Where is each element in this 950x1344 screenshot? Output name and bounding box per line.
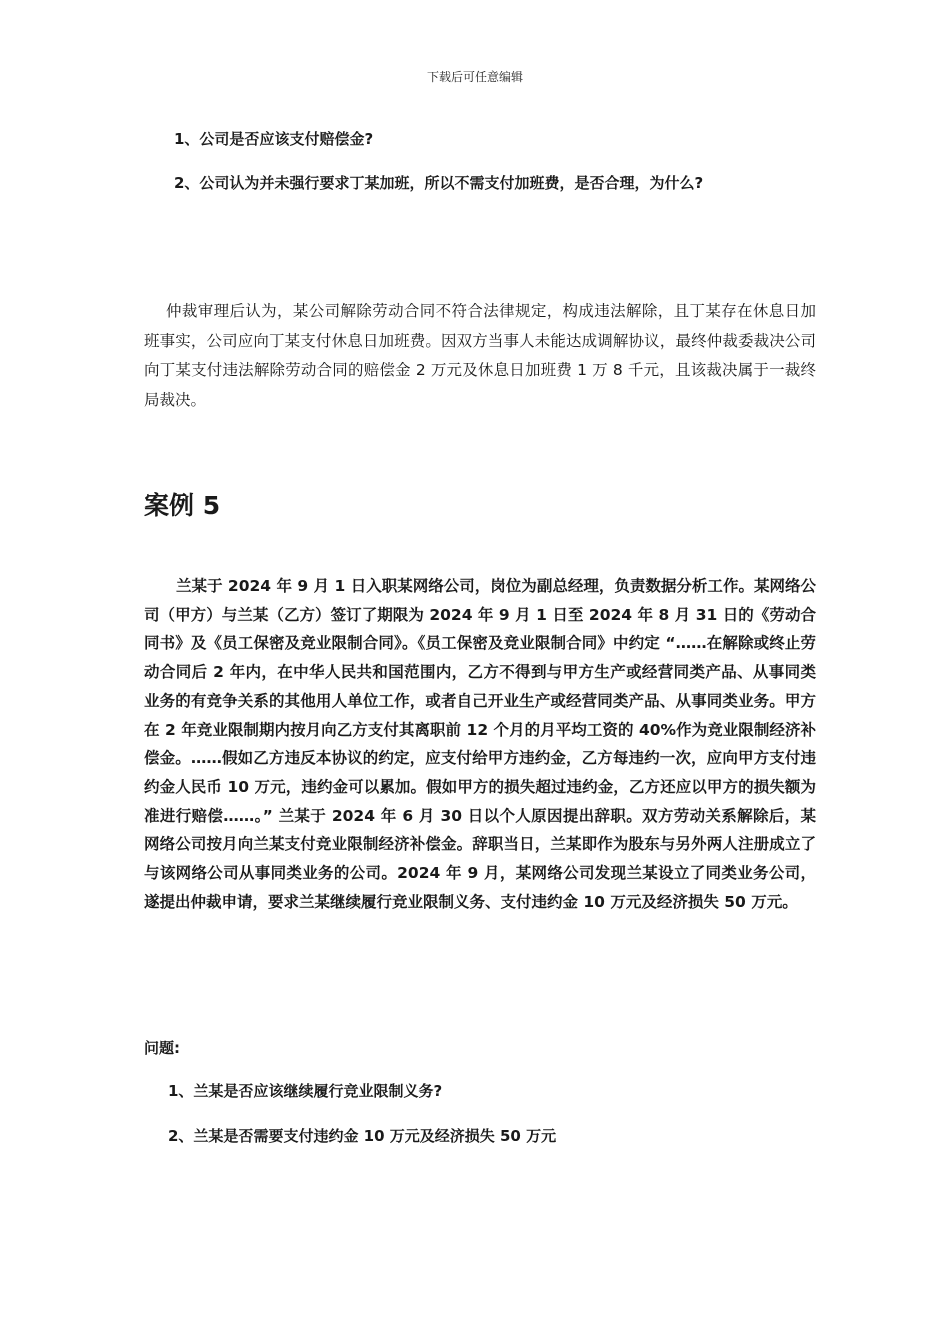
prev-question-2: 2、公司认为并未强行要求丁某加班，所以不需支付加班费，是否合理，为什么? [174,174,704,192]
header-note: 下载后可任意编辑 [426,70,523,84]
prev-question-1: 1、公司是否应该支付赔偿金? [174,130,374,148]
case-body-paragraph: 兰某于 2024 年 9 月 1 日入职某网络公司，岗位为副总经理，负责数据分析工作。某网络公司（甲方）与兰某（乙方）签订了期限为 2024 年 9 月 1 日至 2024 年 8 月 31 日的《劳动合同书》及《员工保密及竞业限制合同》。《员工保密及竞业限制合同》中约定 “……在解除或终止劳动合同后 2 年内，在中华人民共和国范围内，乙方不得到与甲方生产或经营同类产品、从事同类业务的有竞争关系的其他用人单位工作，或者自己开业生产或经营同类产品、从事同类业务。甲方在 2 年竞业限制期内按月向乙方支付其离职前 12 个月的月平均工资的 40%作为竞业限制经济补偿金。……假如乙方违反本协议的约定，应支付给甲方违约金，乙方每违约一次，应向甲方支付违约金人民币 10 万元，违约金可以累加。假如甲方的损失超过违约金，乙方还应以甲方的损失额为准进行赔偿……。” 兰某于 2024 年 6 月 30 日以个人原因提出辞职。双方劳动关系解除后，某网络公司按月向兰某支付竞业限制经济补偿金。辞职当日，兰某即作为股东与另外两人注册成立了与该网络公司从事同类业务的公司。2024 年 9 月，某网络公司发现兰某设立了同类业务公司，遂提出仲裁申请，要求兰某继续履行竞业限制义务、支付违约金 10 万元及经济损失 50 万元。 [144,577,816,911]
case-question-1: 1、兰某是否应该继续履行竞业限制义务? [168,1082,443,1100]
arbitration-paragraph: 仲裁审理后认为，某公司解除劳动合同不符合法律规定，构成违法解除，且丁某存在休息日加班事实，公司应向丁某支付休息日加班费。因双方当事人未能达成调解协议，最终仲裁委裁决公司向丁某支付违法解除劳动合同的赔偿金 2 万元及休息日加班费 1 万 8 千元，且该裁决属于一裁终局裁决。 [144,302,816,409]
case-question-2: 2、兰某是否需要支付违约金 10 万元及经济损失 50 万元 [168,1127,557,1145]
case-title: 案例 5 [144,491,221,520]
questions-label: 问题: [144,1039,180,1057]
